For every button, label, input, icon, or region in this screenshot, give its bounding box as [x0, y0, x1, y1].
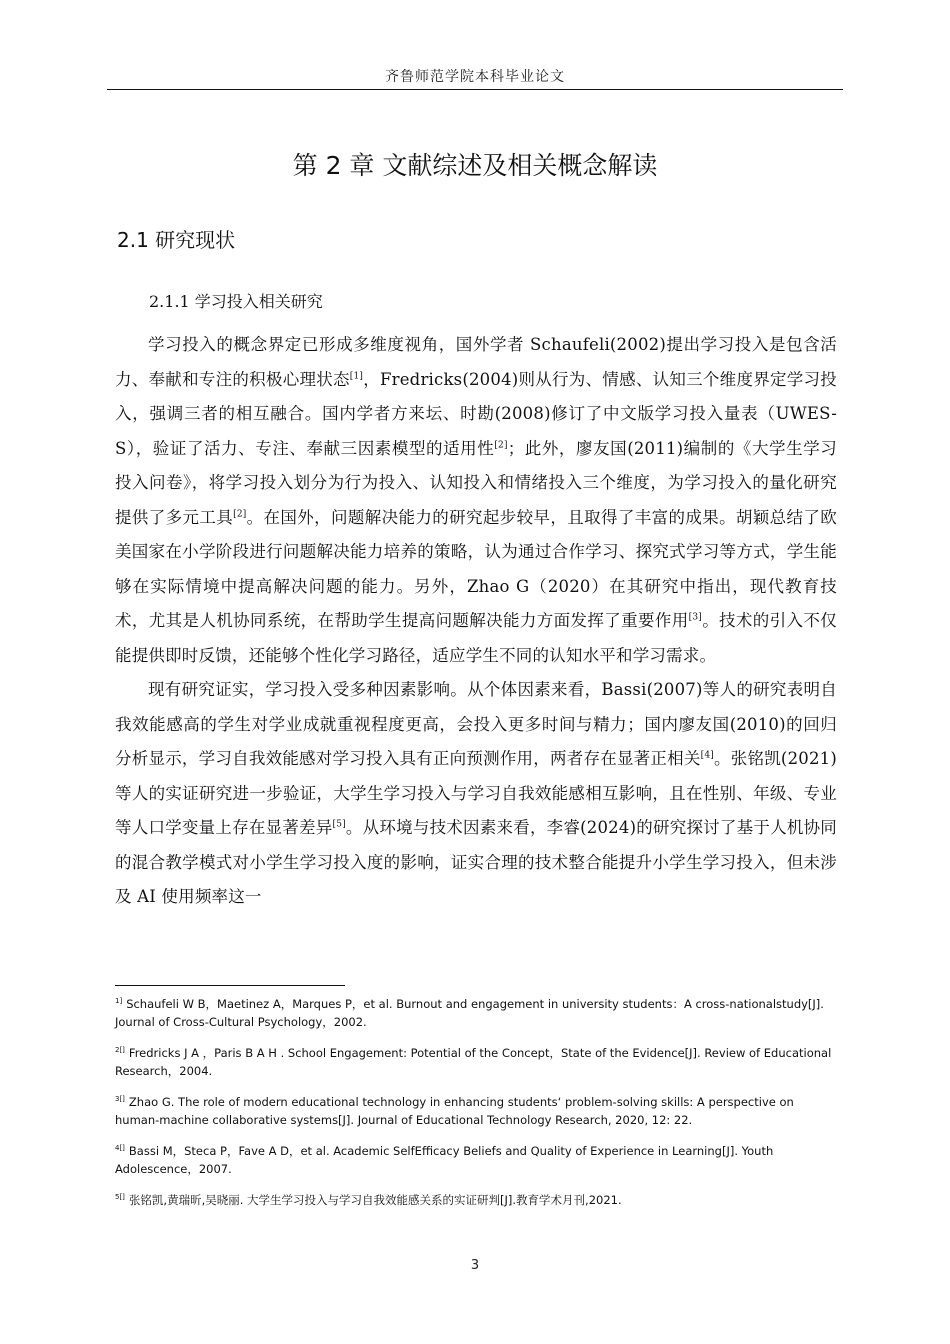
body-text: [115, 328, 837, 915]
paragraph: [115, 673, 837, 915]
footnote-text: Zhao G. The role of modern educational technology in enhancing students‘ problem-solving skills: A perspective on human-machine collaborative systems[J]. Journal of Educational Technology Research, 2020, 12: 22.: [115, 1095, 794, 1127]
footnote-rule: [115, 985, 345, 986]
footnote: [115, 995, 837, 1031]
footnote-marker: 1]: [115, 997, 123, 1006]
footnote: [115, 1142, 837, 1178]
footnote: [115, 1044, 837, 1080]
header-rule: [107, 89, 843, 90]
paragraph-text: 学习投入的概念界定已形成多维度视角，国外学者 Schaufeli(2002)提出学习投入是包含活力、奉献和专注的积极心理状态: [115, 335, 837, 389]
footnote-marker: 2[]: [115, 1046, 125, 1055]
chapter-title: 第 2 章 文献综述及相关概念解读: [292, 151, 658, 180]
citation-marker: [2]: [494, 440, 508, 450]
citation-marker: [2]: [233, 509, 247, 519]
footnotes: [115, 995, 837, 1222]
citation-marker: [5]: [332, 819, 346, 830]
footnote-text: Schaufeli W B，Maetinez A，Marques P，et al. Burnout and engagement in university students：A cross-nationalstudy[J]. Journal of Cross-Cultural Psychology，2002.: [115, 997, 824, 1029]
footnote-marker: 3[]: [115, 1095, 125, 1104]
paragraph-text: ，Fredricks(2004)则从行为、情感、认知三个维度界定学习投入，强调三者的相互融合。国内学者方来坛、时勘(2008)修订了中文版学习投入量表（UWES-S），验证了活力、专注、奉献三因素模型的适用性: [115, 369, 837, 458]
paragraph-text: 。张铭凯(2021)等人的实证研究进一步验证，大学生学习投入与学习自我效能感相互影响，且在性别、年级、专业等人口学变量上存在显著差异: [115, 749, 837, 837]
subsection-title: 2.1.1 学习投入相关研究: [149, 292, 323, 311]
paragraph-text: 现有研究证实，学习投入受多种因素影响。从个体因素来看，Bassi(2007)等人的研究表明自我效能感高的学生对学业成就重视程度更高，会投入更多时间与精力；国内廖友国(2010)的回归分析显示，学习自我效能感对学习投入具有正向预测作用，两者存在显著正相关: [115, 680, 837, 768]
footnote-marker: 4[]: [115, 1144, 125, 1153]
footnote-text: Bassi M，Steca P，Fave A D，et al. Academic SelfEfficacy Beliefs and Quality of Experience in Learning[J]. Youth Adolescence，2007.: [115, 1144, 774, 1176]
footnote-marker: 5[]: [115, 1193, 125, 1202]
page-number: 3: [470, 1258, 480, 1273]
footnote: [115, 1191, 837, 1209]
citation-marker: [3]: [688, 612, 703, 623]
paragraph-text: ；此外，廖友国(2011)编制的《大学生学习投入问卷》，将学习投入划分为行为投入、认知投入和情绪投入三个维度，为学习投入的量化研究提供了多元工具: [115, 438, 837, 527]
paragraph-text: 。从环境与技术因素来看，李睿(2024)的研究探讨了基于人机协同的混合教学模式对小学生学习投入度的影响，证实合理的技术整合能提升小学生学习投入，但未涉及 AI 使用频率这一: [115, 818, 837, 906]
paragraph-text: 。技术的引入不仅能提供即时反馈，还能够个性化学习路径，适应学生不同的认知水平和学习需求。: [115, 611, 837, 665]
citation-marker: [1]: [349, 371, 364, 381]
citation-marker: [4]: [700, 750, 714, 761]
running-header: 齐鲁师范学院本科毕业论文: [385, 69, 565, 85]
paragraph: [115, 328, 837, 673]
footnote: [115, 1093, 837, 1129]
section-title: 2.1 研究现状: [117, 228, 236, 252]
paragraph-text: 。在国外，问题解决能力的研究起步较早，且取得了丰富的成果。胡颖总结了欧美国家在小学阶段进行问题解决能力培养的策略，认为通过合作学习、探究式学习等方式，学生能够在实际情境中提高解决问题的能力。另外，Zhao G（2020）在其研究中指出，现代教育技术，尤其是人机协同系统，在帮助学生提高问题解决能力方面发挥了重要作用: [115, 507, 837, 630]
footnote-text: Fredricks J A ，Paris B A H . School Engagement: Potential of the Concept，State of the Evidence[J]. Review of Educational Research，2004.: [115, 1046, 832, 1078]
footnote-text: 张铭凯,黄瑞昕,吴晓丽. 大学生学习投入与学习自我效能感关系的实证研判[J].教育学术月刊,2021.: [128, 1193, 622, 1207]
